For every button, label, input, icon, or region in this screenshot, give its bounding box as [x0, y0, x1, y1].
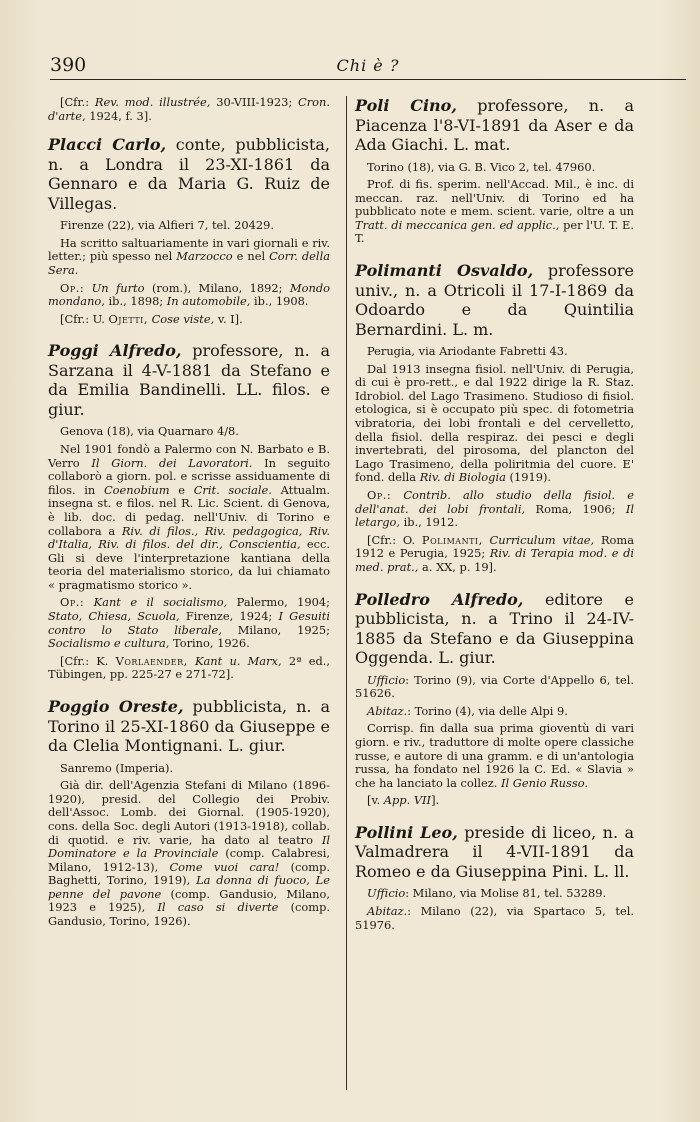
text-run: : Milano, via Molise 81, tel. 53289.	[405, 886, 607, 901]
header-rule	[50, 79, 686, 80]
entry-summary: professore, n. a Piacenza l'8-VI-1891 da Aser e da Ada Giachi. L. mat.	[355, 96, 635, 154]
right-column	[355, 96, 634, 947]
entry-heading	[48, 341, 330, 419]
entry-paragraph	[355, 887, 634, 901]
italic-text: Rev. mod. illustrée,	[94, 95, 211, 109]
text-run: ].	[431, 793, 440, 808]
text-run: per l'U. T. E. T.	[355, 217, 634, 246]
text-run: [v.	[367, 793, 384, 808]
entry-paragraph	[48, 237, 330, 278]
text-run: Dal 1913 insegna fisiol. nell'Univ. di Perugia, di cui è pro-rett., e dal 1922 dirige la R. Staz. Idrobiol. del Lago Trasimeno. Studioso di fisiol. etologica, si è occupato più spec. di fotometria vibratoria, dei lobi frontali e del cervelletto, della fisiol. della respiraz. dei pesci e degli invertebrati, del pirosoma, del plancton del Lago Trasimeno, della poliritmia del cuore. E' fond. della	[355, 361, 634, 485]
text-run: Ha scritto saltuariamente in vari giornali e riv. letter.; più spesso nel	[48, 235, 330, 264]
entry-paragraph	[48, 762, 330, 776]
entry-heading	[355, 823, 634, 882]
text-run: e nel	[232, 249, 270, 264]
text-run	[391, 488, 403, 502]
entry-paragraph	[48, 655, 330, 682]
text-run: Nel 1901 fondò a Palermo con N. Barbato e B. Verro	[48, 441, 330, 470]
italic-text: App. VII	[383, 793, 432, 808]
small-caps-text: Ojetti,	[108, 311, 148, 326]
biography-entry	[355, 590, 634, 808]
text-run: Firenze, 1924;	[179, 609, 279, 624]
biography-entry	[355, 823, 634, 932]
text-run: 1924, f. 3].	[85, 108, 152, 123]
text-run: : Torino (9), via Corte d'Appello 6, tel. 51626.	[355, 672, 634, 701]
italic-text: Curriculum vitae,	[489, 532, 595, 547]
italic-text: Socialismo e cultura,	[48, 636, 170, 651]
italic-text: Riv. di filos., Riv. pedagogica, Riv. d'Italia, Riv. di filos. del dir., Conscientia,	[48, 523, 330, 552]
italic-text: I Gesuiti contro lo Stato liberale,	[48, 609, 331, 637]
column-divider	[346, 96, 347, 1090]
right-entries	[355, 96, 634, 932]
text-run: (comp. Gandusio, Milano, 1923 e 1925),	[48, 886, 330, 915]
entry-summary: editore e pubblicista, n. a Trino il 24-IV-1885 da Stefano e da Giuseppina Oggenda. L. giur.	[355, 589, 634, 668]
entry-paragraph	[48, 219, 330, 233]
entry-name: Polimanti Osvaldo,	[355, 261, 534, 281]
entry-name: Poggi Alfredo,	[48, 341, 182, 361]
text-run: (comp. Calabresi, Milano, 1912-13),	[48, 846, 330, 874]
entry-paragraph	[355, 363, 634, 485]
entry-paragraph	[355, 905, 634, 932]
entry-name: Polledro Alfredo,	[355, 589, 524, 609]
text-run: ecc. Gli si deve l'interpretazione kantiana della teoria del materialismo storico, da lui chiamato « pragmatismo storico ».	[48, 537, 330, 592]
italic-text: Stato, Chiesa, Scuola,	[48, 609, 180, 624]
entry-name: Poggio Oreste,	[48, 697, 184, 717]
text-run: v. I].	[214, 311, 243, 326]
text-run	[84, 281, 91, 295]
small-caps-text: Vorlaender,	[115, 653, 188, 668]
text-run: : Milano (22), via Spartaco 5, tel. 51976.	[355, 904, 634, 932]
text-run: Già dir. dell'Agenzia Stefani di Milano (1896-1920), presid. del Collegio dei Probiv. dell'Assoc. Lomb. dei Giornal. (1905-1920), cons. della Soc. degli Autori (1913-1918), collab. di quotid. e riv. varie, ha dato al teatro	[48, 778, 330, 847]
italic-text: Tratt. di meccanica gen. ed applic.,	[355, 217, 560, 232]
entry-heading	[355, 261, 634, 339]
entry-paragraph	[48, 313, 330, 327]
entry-summary: preside di liceo, n. a Valmadrera il 4-VII-1891 da Romeo e da Giuseppina Pini. L. ll.	[355, 822, 635, 881]
biography-entry	[355, 96, 634, 246]
entry-summary: conte, pubblicista, n. a Londra il 23-XI-1861 da Gennaro e da Maria G. Ruiz de Villegas.	[48, 135, 330, 213]
entry-name: Placci Carlo,	[48, 135, 167, 155]
italic-text: Crit. sociale.	[193, 482, 272, 497]
text-run	[188, 654, 195, 668]
biography-entry	[48, 697, 330, 929]
italic-text: Cose viste,	[151, 311, 215, 326]
text-run: Perugia, via Ariodante Fabretti 43.	[367, 344, 568, 359]
entry-name: Pollini Leo,	[355, 822, 458, 842]
cfr-note	[48, 96, 330, 123]
text-run: [Cfr.: U.	[60, 311, 109, 326]
text-run: (rom.), Milano, 1892;	[144, 280, 290, 295]
entry-paragraph	[355, 674, 634, 701]
italic-text: Ufficio	[367, 672, 406, 687]
text-run: Corrisp. fin dalla sua prima gioventù di vari giorn. e riv., traduttore di molte opere classiche russe, e autore di una gramm. e di un'antologia russa, ha fondato nel 1926 la C. Ed. « Slavia » che ha lanciato la collez.	[355, 721, 634, 790]
text-run: Torino (18), via G. B. Vico 2, tel. 47960.	[367, 159, 596, 174]
entry-summary: professore univ., n. a Otricoli il 17-I-1869 da Odoardo e da Quintilia Bernardini. L. m.	[355, 261, 634, 339]
text-run: Palermo, 1904;	[227, 595, 330, 610]
small-caps-text: Op.:	[60, 280, 85, 295]
text-run: (comp. Baghetti, Torino, 1919),	[48, 859, 330, 888]
italic-text: In automobile,	[166, 294, 251, 309]
text-run: Torino, 1926.	[169, 636, 250, 651]
italic-text: Corr. della Sera.	[48, 249, 331, 277]
small-caps-text: Op.:	[60, 595, 85, 610]
italic-text: Ufficio	[367, 886, 406, 901]
italic-text: Il Genio Russo.	[501, 775, 588, 790]
italic-text: Riv. di Terapia mod. e di med. prat.,	[355, 546, 635, 574]
entry-heading	[355, 96, 634, 155]
italic-text: Contrib. allo studio della fisiol. e dell'anat. dei lobi frontali,	[355, 488, 635, 516]
italic-text: Il Giorn. dei Lavoratori.	[91, 455, 253, 470]
running-title: Chi è ?	[336, 56, 400, 75]
small-caps-text: Op.:	[367, 488, 392, 502]
left-column	[48, 96, 330, 944]
entry-heading	[48, 135, 330, 213]
italic-text: Abitaz.	[367, 703, 408, 718]
text-run: 2ª ed., Tübingen, pp. 225-27 e 271-72].	[48, 653, 330, 682]
text-run: a. XX, p. 19].	[418, 559, 497, 574]
italic-text: Un furto	[91, 280, 145, 295]
italic-text: Come vuoi cara!	[169, 859, 280, 874]
italic-text: Marzocco	[176, 249, 233, 264]
italic-text: Il caso si diverte	[157, 900, 279, 915]
entry-paragraph	[355, 722, 634, 790]
biography-entry	[48, 135, 330, 326]
entry-paragraph	[355, 489, 634, 530]
entry-paragraph	[48, 596, 330, 650]
text-run: Firenze (22), via Alfieri 7, tel. 20429.	[60, 218, 275, 233]
text-run: [Cfr.: K.	[60, 653, 116, 668]
text-run: Roma, 1906;	[525, 501, 626, 516]
text-run: Genova (18), via Quarnaro 4/8.	[60, 424, 239, 439]
italic-text: Abitaz.	[367, 904, 408, 918]
text-run: Roma 1912 e Perugia, 1925;	[355, 532, 634, 561]
text-run: Milano, 1925;	[221, 622, 331, 637]
entry-heading	[355, 590, 634, 668]
text-run: (1919).	[505, 470, 552, 485]
entry-paragraph	[48, 425, 330, 439]
text-run: ib., 1912.	[399, 515, 458, 530]
italic-text: Cron. d'arte,	[48, 95, 330, 123]
text-run: (comp. Gandusio, Torino, 1926).	[48, 900, 331, 929]
italic-text: Kant e il socialismo,	[93, 595, 228, 610]
entry-summary: pubblicista, n. a Torino il 25-XI-1860 da Giuseppe e da Clelia Montignani. L. giur.	[48, 697, 330, 756]
italic-text: Coenobium	[103, 482, 170, 497]
entry-paragraph	[48, 282, 330, 309]
biography-entry	[355, 261, 634, 575]
entry-paragraph	[355, 705, 634, 719]
text-run: [Cfr.:	[60, 95, 95, 109]
text-run: In seguito collaborò a giorn. pol. e scrisse assiduamente di filos. in	[48, 455, 330, 497]
italic-text: Il letargo,	[355, 501, 634, 530]
entry-paragraph	[355, 534, 634, 575]
text-run	[84, 595, 93, 609]
entry-summary: professore, n. a Sarzana il 4-V-1881 da Stefano e da Emilia Bandinelli. LL. filos. e giur.	[48, 341, 331, 419]
italic-text: Riv. di Biologia	[419, 470, 506, 485]
page-number: 390	[50, 54, 87, 76]
entry-paragraph	[48, 779, 330, 929]
italic-text: Il Dominatore e la Provinciale	[48, 832, 330, 861]
entry-paragraph	[355, 178, 634, 246]
text-run: [Cfr.: O.	[367, 532, 422, 547]
text-run: Attualm. insegna st. e filos. nel R. Lic. Scient. di Genova, è lib. doc. di pedag. nell'Univ. di Torino e collabora a	[48, 482, 330, 538]
text-run: : Torino (4), via delle Alpi 9.	[407, 703, 568, 718]
text-run: Sanremo (Imperia).	[60, 760, 174, 775]
italic-text: Kant u. Marx,	[195, 653, 282, 668]
left-entries	[48, 135, 330, 928]
entry-paragraph	[355, 794, 634, 808]
entry-heading	[48, 697, 330, 756]
text-run: 30-VIII-1923;	[210, 95, 299, 109]
italic-text: Mondo mondano,	[48, 280, 330, 309]
text-run: Prof. di fis. sperim. nell'Accad. Mil., è inc. di meccan. raz. nell'Univ. di Torino ed ha pubblicato note e mem. scient. varie, oltre a un	[355, 177, 634, 219]
entry-paragraph	[48, 443, 330, 593]
entry-paragraph	[355, 161, 634, 175]
biography-entry	[48, 341, 330, 682]
text-run: ib., 1908.	[250, 294, 309, 309]
italic-text: La donna di fuoco, Le penne del pavone	[48, 873, 330, 901]
entry-paragraph	[355, 345, 634, 359]
small-caps-text: Polimanti,	[421, 532, 483, 547]
entry-name: Poli Cino,	[355, 96, 457, 115]
text-run: e	[169, 482, 194, 497]
text-run: ib., 1898;	[104, 294, 167, 309]
page-header	[50, 54, 686, 78]
